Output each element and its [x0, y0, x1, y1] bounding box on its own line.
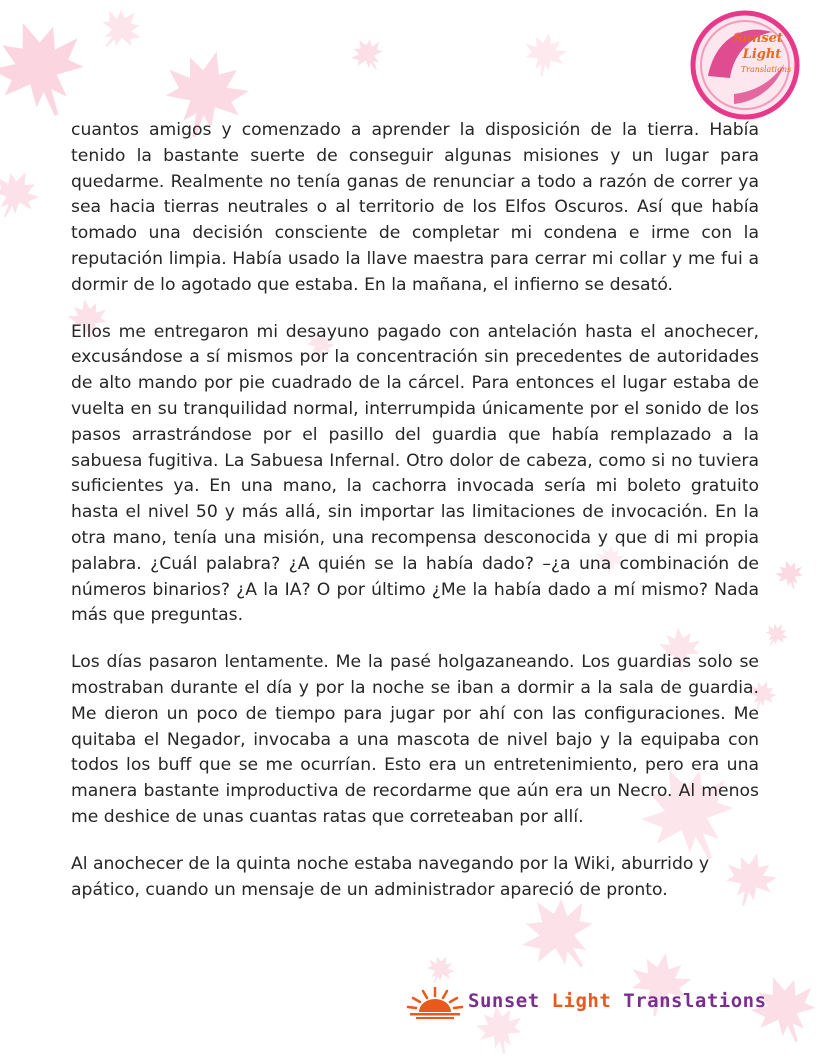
leaf-icon — [0, 7, 100, 131]
paragraph: Ellos me entregaron mi desayuno pagado con antelación hasta el anochecer, excusándose a sí mismos por la concentración sin precedentes de autoridades de alto mando por pie cuadrado de la cárcel. Para entonces el lugar estaba de vuelta en su tranquilidad normal, interrumpida únicamente por el sonido de los pasos arrastrándose por el pasillo del guardia que había remplazado a la sabuesa fugitiva. La Sabuesa Infernal. Otro dolor de cabeza, como si no tuviera suficientes ya. En una mano, la cachorra invocada sería mi boleto gratuito hasta el nivel 50 y más allá, sin importar las limitaciones de invocación. En la otra mano, tenía una misión, una recompensa desconocida y que di mi propia palabra. ¿Cuál palabra? ¿A quién se la había dado? –¿a una combinación de números binarios? ¿A la IA? O por último ¿Me la había dado a mí mismo? Nada más que preguntas. — [71, 321, 759, 626]
body-text — [71, 118, 759, 924]
paragraph: Al anochecer de la quinta noche estaba navegando por la Wiki, aburrido y apático, cuando un mensaje de un administrador apareció de pronto. — [71, 853, 710, 900]
footer-brand-text — [468, 990, 767, 1012]
footer-brand-word: Translations — [623, 990, 767, 1012]
logo-text-line1: Sunset — [733, 31, 783, 46]
footer-brand — [404, 980, 767, 1028]
logo-text-line2: Light — [742, 47, 782, 62]
leaf-icon — [521, 29, 569, 80]
footer-brand-word: Sunset — [468, 990, 540, 1012]
paragraph: cuantos amigos y comenzado a aprender la disposición de la tierra. Había tenido la bastante suerte de conseguir algunas misiones y un lugar para quedarme. Realmente no tenía ganas de renunciar a todo a razón de correr ya sea hacia tierras neutrales o al territorio de los Elfos Oscuros. Así que había tomado una decisión consciente de completar mi condena e irme con la reputación limpia. Había usado la llave maestra para cerrar mi collar y me fui a dormir de lo agotado que estaba. En la mañana, el infierno se desató. — [71, 120, 759, 295]
sunset-light-logo — [686, 6, 804, 124]
paragraph: Los días pasaron lentamente. Me la pasé holgazaneando. Los guardias solo se mostraban durante el día y por la noche se iban a dormir a la sala de guardia. Me dieron un poco de tiempo para jugar por ahí con las configuraciones. Me quitaba el Negador, invocaba a una mascota de nivel bajo y la equipaba con todos los buff que se me ocurrían. Esto era un entretenimiento, pero era una manera bastante improductiva de recordarme que aún era un Necro. Al menos me deshice de unas cuantas ratas que correteaban por allí. — [71, 652, 759, 827]
leaf-icon — [773, 557, 807, 593]
leaf-icon — [90, 0, 150, 60]
leaf-icon — [760, 618, 792, 651]
leaf-icon — [0, 163, 46, 227]
footer-brand-word: Light — [551, 990, 612, 1012]
leaf-icon — [345, 32, 390, 78]
logo-text-line3: Translations — [740, 65, 792, 74]
sunset-icon — [404, 982, 466, 1022]
